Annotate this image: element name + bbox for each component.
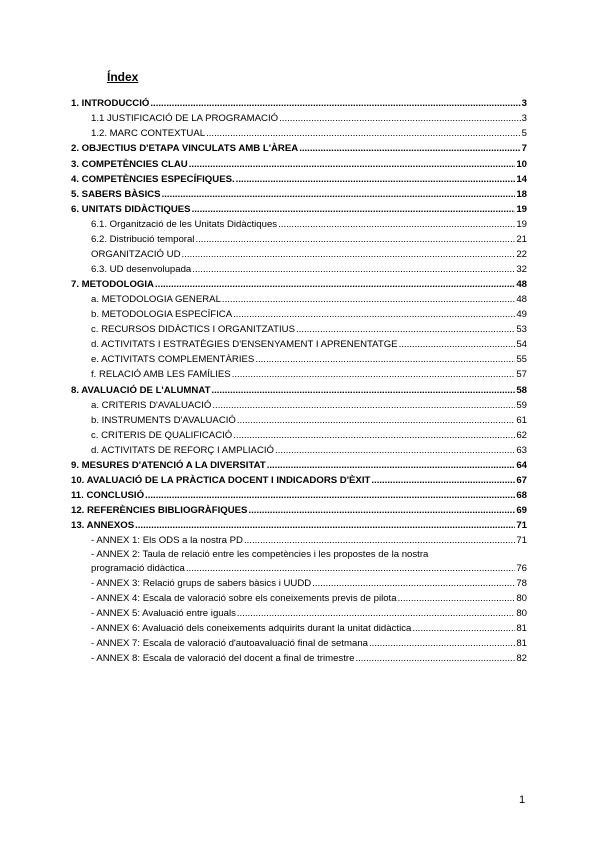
toc-leader-dots bbox=[212, 398, 515, 413]
toc-entry-label: d. ACTIVITATS I ESTRATÈGIES D'ENSENYAMENT I APRENENTATGE bbox=[91, 339, 398, 351]
toc-entry[interactable] bbox=[71, 247, 527, 262]
toc-leader-dots bbox=[233, 307, 515, 322]
toc-entry-page: 82 bbox=[516, 653, 527, 665]
toc-leader-dots bbox=[237, 413, 515, 428]
toc-leader-dots bbox=[267, 458, 516, 473]
toc-entry-page: 21 bbox=[516, 234, 527, 246]
toc-entry-label-cont: programació didàctica bbox=[91, 563, 185, 575]
toc-entry-page: 32 bbox=[516, 264, 527, 276]
toc-entry[interactable] bbox=[71, 488, 527, 503]
toc-entry-label: c. CRITERIS DE QUALIFICACIÓ bbox=[91, 429, 233, 441]
toc-entry-page: 80 bbox=[516, 608, 527, 620]
index-title: Índex bbox=[107, 70, 139, 84]
toc-entry[interactable] bbox=[71, 96, 527, 111]
toc-entry[interactable] bbox=[71, 548, 527, 576]
toc-entry-page: 69 bbox=[516, 505, 527, 517]
toc-entry[interactable] bbox=[71, 398, 527, 413]
toc-leader-dots bbox=[279, 111, 521, 126]
toc-entry[interactable] bbox=[71, 141, 527, 156]
toc-leader-dots bbox=[195, 232, 515, 247]
toc-entry-page: 55 bbox=[516, 354, 527, 366]
toc-leader-dots bbox=[192, 262, 515, 277]
toc-entry-label: 2. OBJECTIUS D'ETAPA VINCULATS AMB L'ÀREA bbox=[71, 143, 299, 155]
toc-entry[interactable] bbox=[71, 533, 527, 548]
toc-entry-page: 63 bbox=[516, 444, 527, 456]
toc-leader-dots bbox=[371, 473, 515, 488]
toc-entry-page: 67 bbox=[516, 474, 527, 486]
toc-leader-dots bbox=[211, 383, 515, 398]
toc-entry[interactable] bbox=[71, 337, 527, 352]
toc-leader-dots bbox=[278, 217, 515, 232]
toc-leader-dots bbox=[398, 591, 516, 606]
toc-entry[interactable] bbox=[71, 413, 527, 428]
toc-leader-dots bbox=[192, 202, 516, 217]
toc-entry[interactable] bbox=[71, 503, 527, 518]
toc-entry-label: e. ACTIVITATS COMPLEMENTÀRIES bbox=[91, 354, 255, 366]
toc-entry-label: 3. COMPETÈNCIES CLAU bbox=[71, 158, 188, 170]
toc-entry-label: - ANNEX 7: Escala de valoració d'autoavaluació final de setmana bbox=[91, 638, 369, 650]
toc-entry-label: 1.2. MARC CONTEXTUAL bbox=[91, 128, 206, 140]
toc-leader-dots bbox=[237, 606, 515, 621]
toc-entry[interactable] bbox=[71, 187, 527, 202]
toc-entry-label: - ANNEX 3: Relació grups de sabers bàsics i UUDD bbox=[91, 578, 312, 590]
toc-entry-page: 78 bbox=[516, 578, 527, 590]
toc-entry[interactable] bbox=[71, 367, 527, 382]
toc-entry[interactable] bbox=[71, 428, 527, 443]
toc-entry[interactable] bbox=[71, 352, 527, 367]
toc-entry-page: 49 bbox=[516, 309, 527, 321]
toc-entry-page: 48 bbox=[516, 294, 527, 306]
toc-entry[interactable] bbox=[71, 518, 527, 533]
toc-entry[interactable] bbox=[71, 591, 527, 606]
toc-entry-label: 12. REFERÈNCIES BIBLIOGRÀFIQUES bbox=[71, 505, 248, 517]
toc-entry-label: 5. SABERS BÀSICS bbox=[71, 188, 161, 200]
toc-entry[interactable] bbox=[71, 126, 527, 141]
toc-entry-label: f. RELACIÓ AMB LES FAMÍLIES bbox=[91, 369, 231, 381]
toc-entry[interactable] bbox=[71, 576, 527, 591]
toc-leader-dots bbox=[312, 576, 515, 591]
toc-entry-label: b. INSTRUMENTS D'AVALUACIÓ bbox=[91, 414, 236, 426]
toc-leader-dots bbox=[355, 651, 515, 666]
toc-entry-label: 11. CONCLUSIÓ bbox=[71, 490, 145, 502]
toc-entry-label: 1. INTRODUCCIÓ bbox=[71, 98, 150, 110]
toc-entry[interactable] bbox=[71, 606, 527, 621]
toc-entry-page: 5 bbox=[521, 128, 527, 140]
toc-entry-label: 6.2. Distribució temporal bbox=[91, 234, 195, 246]
toc-entry[interactable] bbox=[71, 277, 527, 292]
toc-entry[interactable] bbox=[71, 458, 527, 473]
toc-entry[interactable] bbox=[71, 156, 527, 171]
toc-entry-page: 19 bbox=[516, 204, 527, 216]
toc-entry[interactable] bbox=[71, 262, 527, 277]
toc-entry-label: 9. MESURES D'ATENCIÓ A LA DIVERSITAT bbox=[71, 459, 266, 471]
toc-entry-page: 3 bbox=[521, 98, 527, 110]
toc-entry[interactable] bbox=[71, 473, 527, 488]
table-of-contents bbox=[71, 96, 527, 666]
toc-entry[interactable] bbox=[71, 621, 527, 636]
toc-entry-page: 59 bbox=[516, 399, 527, 411]
toc-entry[interactable] bbox=[71, 232, 527, 247]
toc-entry-page: 58 bbox=[516, 384, 527, 396]
toc-entry-label: 4. COMPETÈNCIES ESPECÍFIQUES. bbox=[71, 173, 235, 185]
toc-entry-label: 8. AVALUACIÓ DE L'ALUMNAT bbox=[71, 384, 211, 396]
toc-entry[interactable] bbox=[71, 307, 527, 322]
toc-entry-label: c. RECURSOS DIDÀCTICS I ORGANITZATIUS bbox=[91, 324, 295, 336]
toc-entry-label: - ANNEX 8: Escala de valoració del docent a final de trimestre bbox=[91, 653, 355, 665]
toc-leader-dots bbox=[244, 533, 515, 548]
toc-entry-label: - ANNEX 1: Els ODS a la nostra PD bbox=[91, 535, 243, 547]
toc-entry-page: 64 bbox=[516, 459, 527, 471]
toc-entry-label: d. ACTIVITATS DE REFORÇ I AMPLIACIÓ bbox=[91, 444, 275, 456]
toc-entry[interactable] bbox=[71, 382, 527, 397]
toc-entry-page: 62 bbox=[516, 429, 527, 441]
toc-entry-page: 71 bbox=[516, 535, 527, 547]
toc-entry-page: 18 bbox=[516, 188, 527, 200]
toc-entry-page: 76 bbox=[516, 563, 527, 575]
toc-entry[interactable] bbox=[71, 651, 527, 666]
toc-entry-page: 71 bbox=[516, 520, 527, 532]
toc-entry-label: - ANNEX 4: Escala de valoració sobre els coneixements previs de pilota bbox=[91, 593, 397, 605]
toc-entry-page: 81 bbox=[516, 623, 527, 635]
toc-leader-dots bbox=[275, 443, 515, 458]
toc-entry-label: ORGANITZACIÓ UD bbox=[91, 249, 181, 261]
toc-entry[interactable] bbox=[71, 322, 527, 337]
toc-entry-label: 6.1. Organització de les Unitats Didàctiques bbox=[91, 219, 278, 231]
toc-entry-label: b. METODOLOGIA ESPECÍFICA bbox=[91, 309, 233, 321]
toc-leader-dots bbox=[299, 141, 520, 156]
toc-entry-label: 13. ANNEXOS bbox=[71, 520, 135, 532]
toc-entry-page: 61 bbox=[516, 414, 527, 426]
toc-leader-dots bbox=[186, 562, 515, 576]
toc-leader-dots bbox=[150, 96, 520, 111]
toc-entry-label: a. METODOLOGIA GENERAL bbox=[91, 294, 221, 306]
toc-entry[interactable] bbox=[71, 202, 527, 217]
toc-leader-dots bbox=[412, 621, 515, 636]
toc-entry[interactable] bbox=[71, 217, 527, 232]
toc-leader-dots bbox=[399, 337, 516, 352]
toc-entry[interactable] bbox=[71, 292, 527, 307]
toc-leader-dots bbox=[369, 636, 515, 651]
toc-entry-page: 14 bbox=[516, 173, 527, 185]
toc-entry-label: 7. METODOLOGIA bbox=[71, 279, 154, 291]
toc-entry-page: 19 bbox=[516, 219, 527, 231]
toc-leader-dots bbox=[189, 157, 516, 172]
toc-entry-label: - ANNEX 2: Taula de relació entre les competències i les propostes de la nostra bbox=[91, 549, 429, 561]
toc-leader-dots bbox=[135, 518, 515, 533]
toc-leader-dots bbox=[155, 277, 515, 292]
toc-entry[interactable] bbox=[71, 443, 527, 458]
toc-leader-dots bbox=[233, 428, 515, 443]
toc-entry-page: 10 bbox=[516, 158, 527, 170]
toc-entry-page: 48 bbox=[516, 279, 527, 291]
toc-entry-label: - ANNEX 5: Avaluació entre iguals bbox=[91, 608, 236, 620]
toc-entry-page: 7 bbox=[521, 143, 527, 155]
toc-entry-page: 53 bbox=[516, 324, 527, 336]
toc-entry-label: 10. AVALUACIÓ DE LA PRÀCTICA DOCENT I INDICADORS D'ÈXIT bbox=[71, 474, 371, 486]
toc-entry-page: 3 bbox=[521, 113, 527, 125]
toc-leader-dots bbox=[248, 503, 515, 518]
toc-leader-dots bbox=[162, 187, 516, 202]
toc-entry-page: 54 bbox=[516, 339, 527, 351]
toc-leader-dots bbox=[222, 292, 515, 307]
page-number: 1 bbox=[519, 794, 526, 806]
toc-leader-dots bbox=[206, 126, 521, 141]
toc-entry[interactable] bbox=[71, 111, 527, 126]
toc-leader-dots bbox=[236, 172, 516, 187]
toc-entry-page: 80 bbox=[516, 593, 527, 605]
toc-entry-label: 6.3. UD desenvolupada bbox=[91, 264, 192, 276]
toc-leader-dots bbox=[296, 322, 515, 337]
toc-leader-dots bbox=[145, 488, 515, 503]
toc-entry[interactable] bbox=[71, 172, 527, 187]
toc-entry-page: 81 bbox=[516, 638, 527, 650]
toc-entry[interactable] bbox=[71, 636, 527, 651]
toc-leader-dots bbox=[232, 367, 516, 382]
toc-entry-page: 68 bbox=[516, 490, 527, 502]
toc-entry-label: 1.1 JUSTIFICACIÓ DE LA PROGRAMACIÓ bbox=[91, 113, 279, 125]
toc-entry-page: 57 bbox=[516, 369, 527, 381]
toc-entry-label: a. CRITERIS D'AVALUACIÓ bbox=[91, 399, 212, 411]
toc-entry-label: - ANNEX 6: Avaluació dels coneixements adquirits durant la unitat didàctica bbox=[91, 623, 412, 635]
toc-entry-label: 6. UNITATS DIDÀCTIQUES bbox=[71, 204, 191, 216]
toc-entry-page: 22 bbox=[516, 249, 527, 261]
toc-leader-dots bbox=[255, 352, 515, 367]
toc-leader-dots bbox=[182, 247, 516, 262]
